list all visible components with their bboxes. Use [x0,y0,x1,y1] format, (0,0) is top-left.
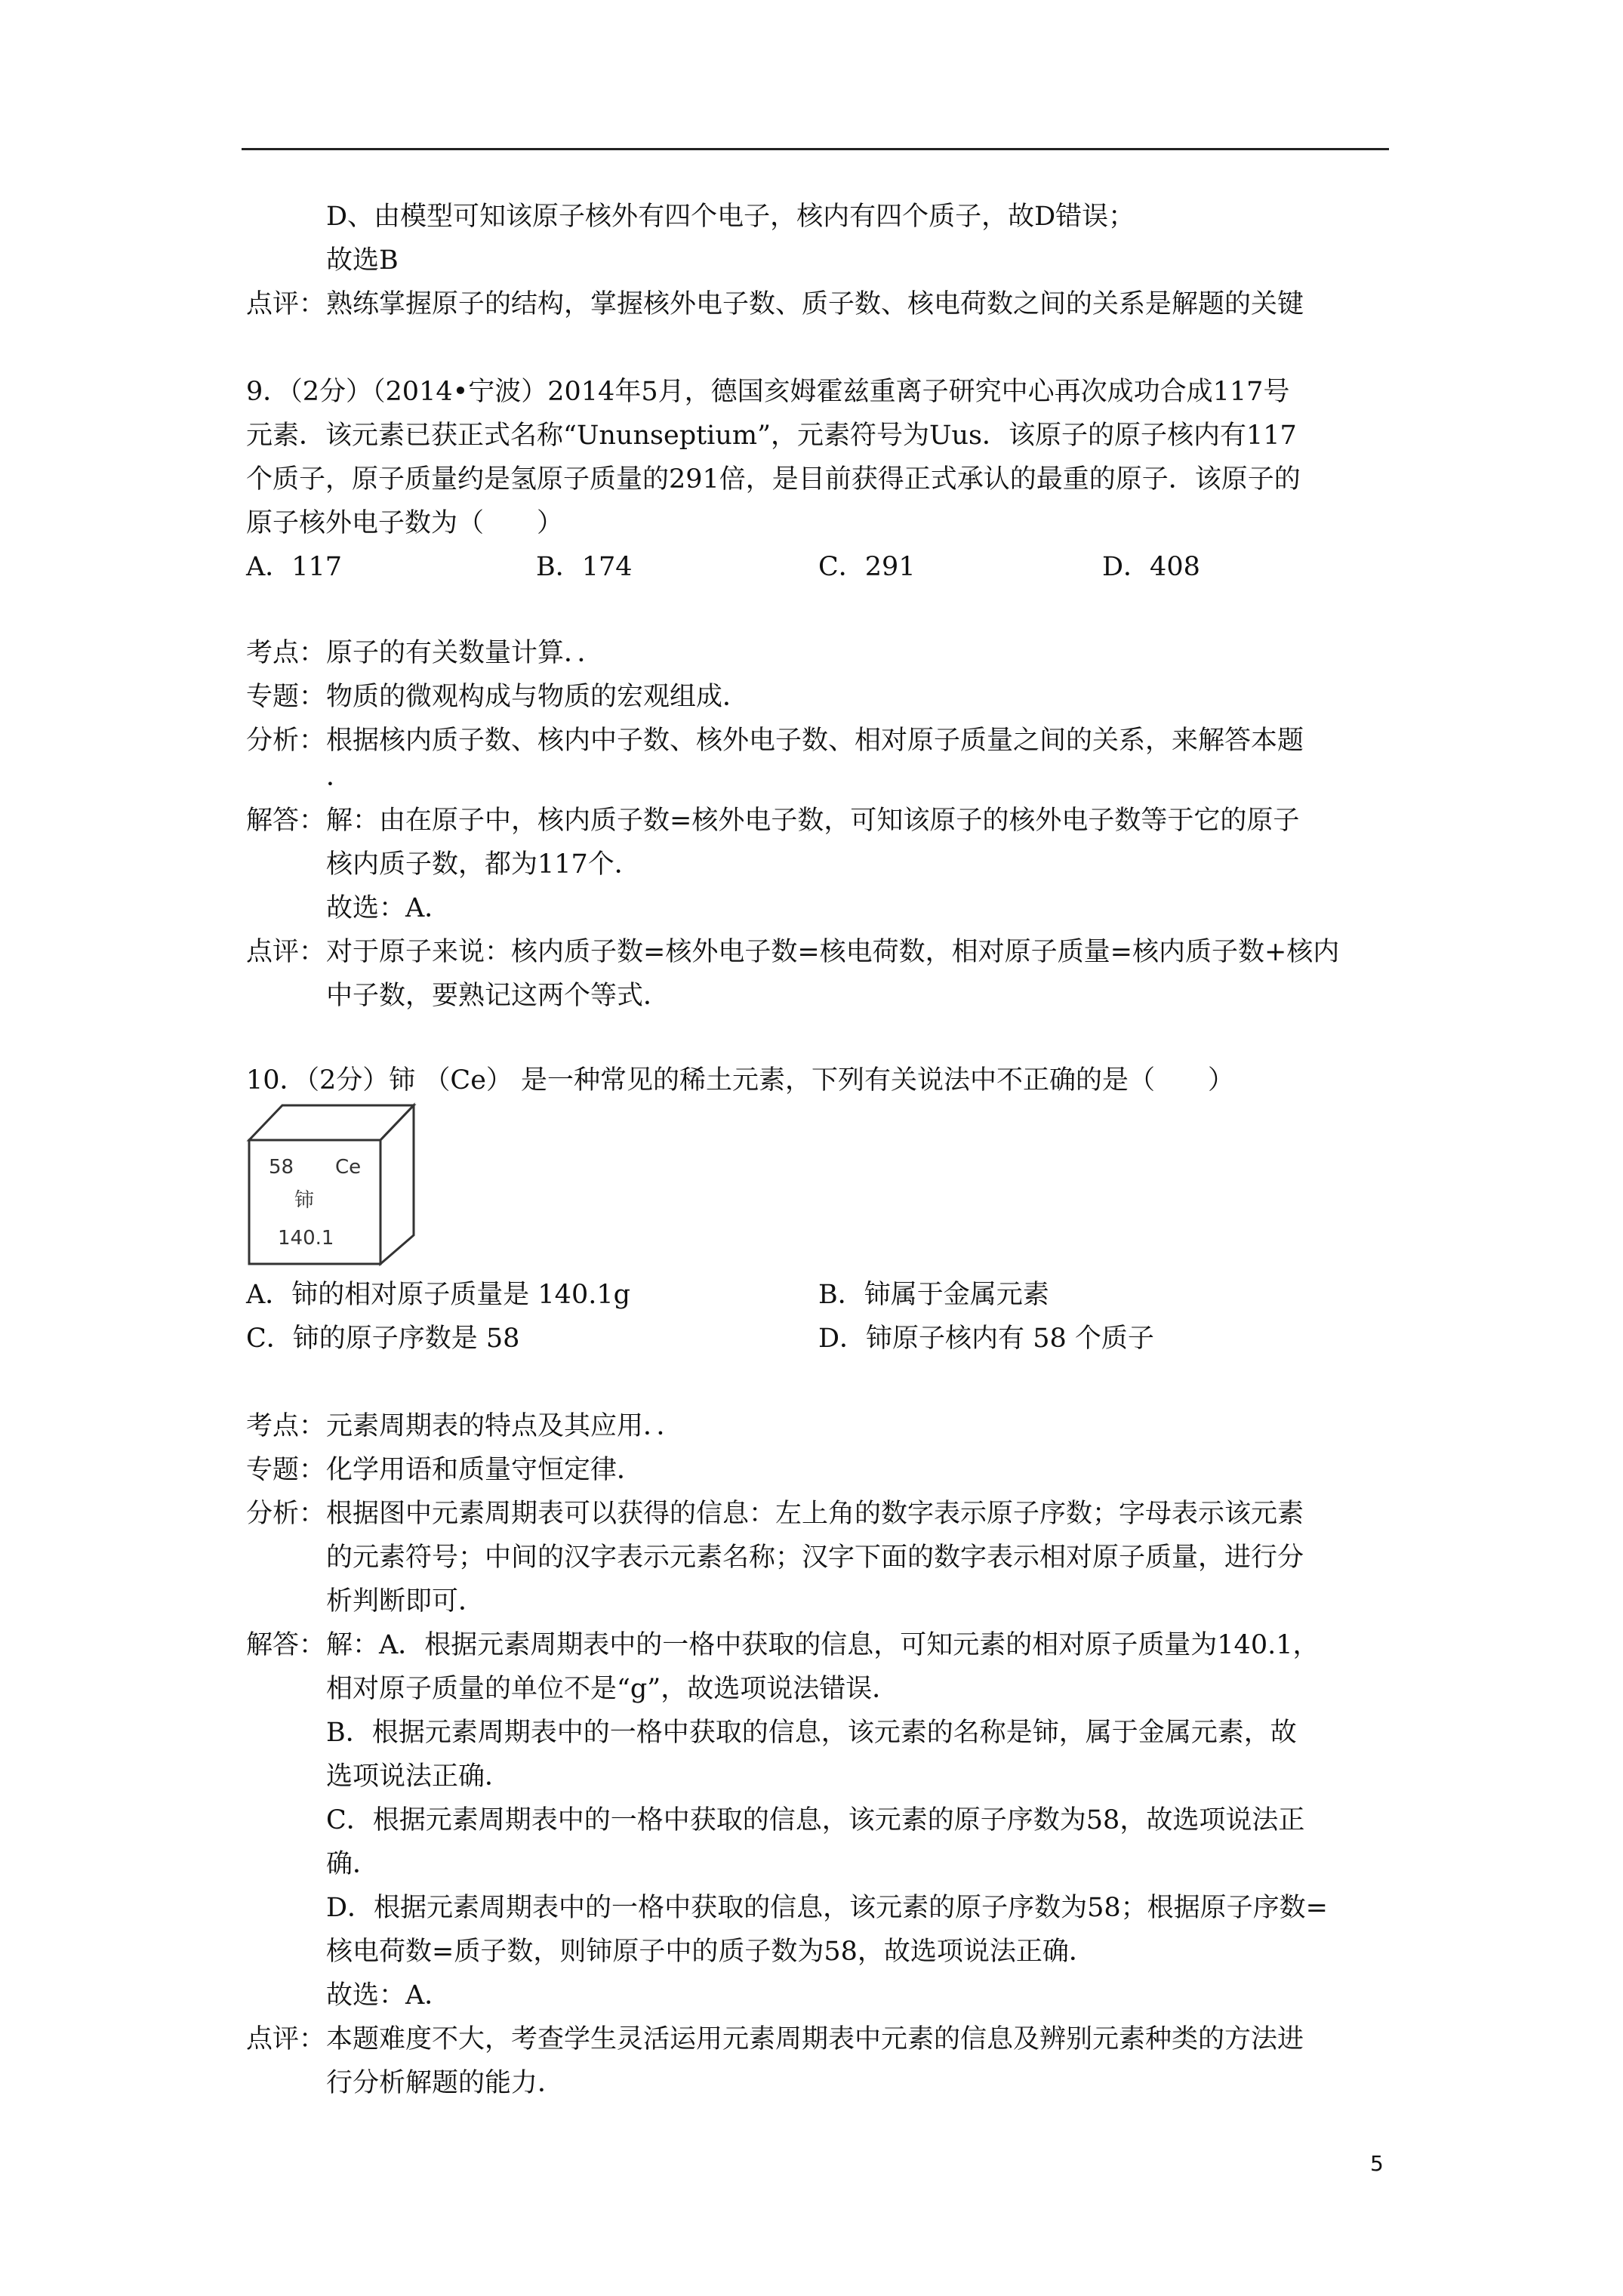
q9-option-a: A．117 [246,552,343,582]
page-number: 5 [1370,2151,1384,2176]
q10-fenxi-line-2: 的元素符号；中间的汉字表示元素名称；汉字下面的数字表示相对原子质量，进行分 [326,1542,1304,1573]
element-number: 58 [269,1156,294,1179]
q10-jieda-line-7: D．根据元素周期表中的一格中获取的信息，该元素的原子序数为58；根据原子序数= [326,1893,1328,1923]
q10-fenxi-line-1: 根据图中元素周期表可以获得的信息：左上角的数字表示原子序数；字母表示该元素 [326,1499,1304,1529]
q10-fenxi-label: 分析： [246,1499,326,1529]
q9-fenxi-line-2: ． [326,762,353,792]
q9-stem-line-4: 原子核外电子数为（ ） [246,508,564,538]
q10-jieda-line-8: 核电荷数=质子数，则铈原子中的质子数为58，故选项说法正确． [326,1937,1095,1967]
prev-comment-label: 点评： [246,289,326,319]
q10-zhuanti-label: 专题： [246,1455,326,1485]
q9-option-c: C．291 [818,552,916,582]
q9-dianping-label: 点评： [246,937,326,967]
q10-jieda-line-2: 相对原子质量的单位不是“g”，故选项说法错误． [326,1674,899,1704]
q10-dianping-label: 点评： [246,2024,326,2054]
q10-option-c: C．铈的原子序数是 58 [246,1324,520,1354]
prev-option-d: D、由模型可知该原子核外有四个电子，核内有四个质子，故D错误； [326,202,1135,232]
q9-stem-line-2: 元素．该元素已获正式名称“Ununseptium”，元素符号为Uus．该原子的原子核内有117 [246,421,1297,451]
element-symbol: Ce [335,1156,362,1179]
q9-dianping-line-2: 中子数，要熟记这两个等式． [326,981,670,1011]
q9-stem-line-3: 个质子，原子质量约是氢原子质量的291倍，是目前获得正式承认的最重的原子．该原子的 [246,464,1301,495]
element-name: 铈 [294,1189,315,1212]
q9-dianping-line-1: 对于原子来说：核内质子数=核外电子数=核电荷数，相对原子质量=核内质子数+核内 [326,937,1340,967]
q10-option-b: B．铈属于金属元素 [818,1280,1049,1310]
q9-stem-line-1: 9．（2分）（2014•宁波）2014年5月，德国亥姆霍兹重离子研究中心再次成功合成117号 [246,377,1290,407]
q9-zhuanti-label: 专题： [246,682,326,712]
q10-jieda-label: 解答： [246,1630,326,1660]
element-mass: 140.1 [278,1227,334,1250]
prev-comment: 熟练掌握原子的结构，掌握核外电子数、质子数、核电荷数之间的关系是解题的关键 [326,289,1304,319]
q10-zhuanti: 化学用语和质量守恒定律． [326,1455,644,1485]
q10-jieda-line-3: B．根据元素周期表中的一格中获取的信息，该元素的名称是铈，属于金属元素，故 [326,1718,1297,1748]
q10-option-d: D．铈原子核内有 58 个质子 [818,1324,1154,1354]
q9-jieda-line-1: 解：由在原子中，核内质子数=核外电子数，可知该原子的核外电子数等于它的原子 [326,806,1300,836]
q9-jieda-line-2: 核内质子数，都为117个． [326,849,641,880]
q10-jieda-line-9: 故选：A． [326,1980,451,2011]
prev-answer: 故选B [326,245,399,276]
q9-kaodian: 原子的有关数量计算．． [326,638,604,668]
q10-jieda-line-1: 解：A．根据元素周期表中的一格中获取的信息，可知元素的相对原子质量为140.1， [326,1630,1320,1660]
q10-stem: 10．（2分）铈 （Ce） 是一种常见的稀土元素，下列有关说法中不正确的是（ ） [246,1065,1235,1096]
q10-fenxi-line-3: 析判断即可． [326,1586,485,1616]
q10-dianping-line-1: 本题难度不大，考查学生灵活运用元素周期表中元素的信息及辨别元素种类的方法进 [326,2024,1304,2054]
element-cell-cube [246,1101,420,1267]
q9-fenxi-line-1: 根据核内质子数、核内中子数、核外电子数、相对原子质量之间的关系，来解答本题 [326,726,1304,756]
q9-option-b: B．174 [536,552,633,582]
q10-jieda-line-5: C．根据元素周期表中的一格中获取的信息，该元素的原子序数为58，故选项说法正 [326,1805,1305,1835]
q10-jieda-line-4: 选项说法正确． [326,1761,512,1792]
header-rule [242,148,1389,150]
q9-fenxi-label: 分析： [246,726,326,756]
q10-dianping-line-2: 行分析解题的能力． [326,2068,565,2098]
q10-jieda-line-6: 确． [326,1849,380,1879]
q10-kaodian-label: 考点： [246,1411,326,1441]
q9-option-d: D．408 [1102,552,1200,582]
q9-jieda-label: 解答： [246,806,326,836]
q9-zhuanti: 物质的微观构成与物质的宏观组成． [326,682,750,712]
q9-jieda-line-3: 故选：A． [326,893,451,923]
q9-kaodian-label: 考点： [246,638,326,668]
q10-kaodian: 元素周期表的特点及其应用．． [326,1411,683,1441]
q10-option-a: A．铈的相对原子质量是 140.1g [246,1280,631,1310]
element-cell-figure [246,1101,420,1267]
